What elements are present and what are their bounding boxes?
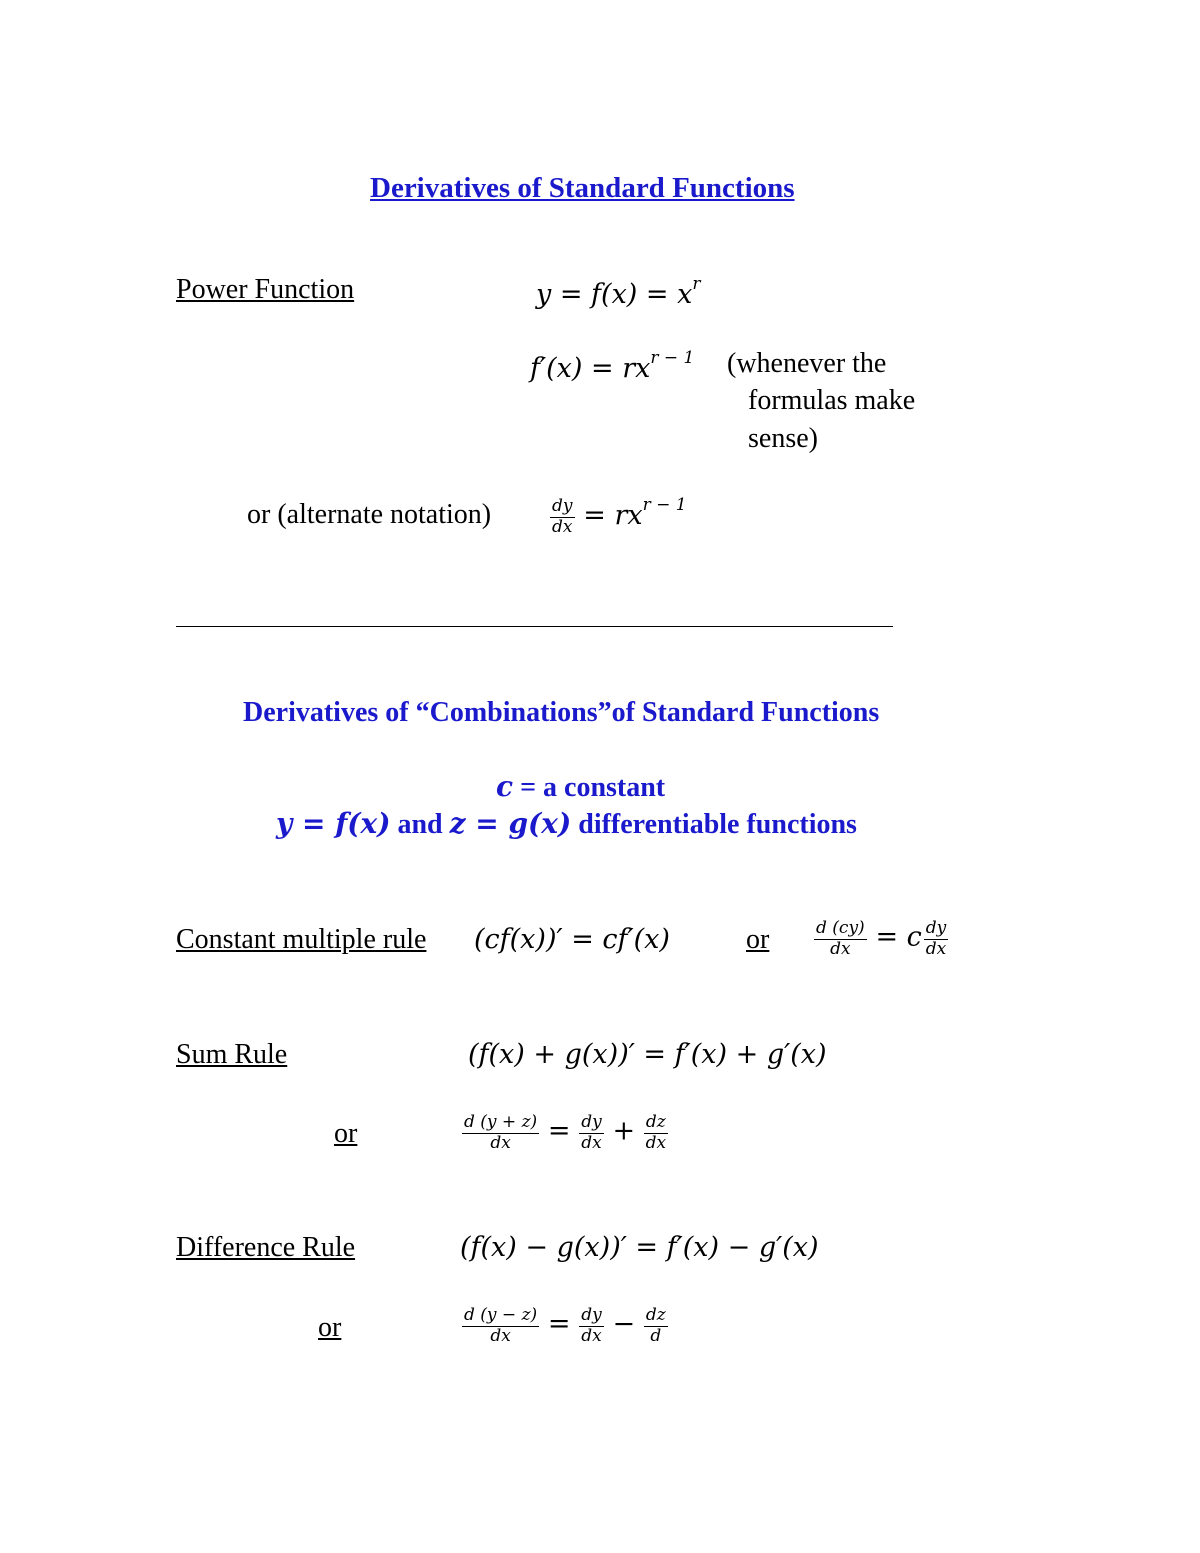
d-y-minus-z-dx-fraction [462,1307,539,1346]
fraction-denominator: dx [645,1132,667,1153]
dz-dx-fraction [644,1114,668,1153]
constant-text: = a constant [520,772,666,803]
dy-dx-fraction [579,1114,604,1153]
fraction-numerator: dy [581,1112,602,1132]
alternate-notation-label [247,501,491,529]
difference-rule-label: Difference Rule [176,1232,356,1263]
fraction-denominator: dx [581,1325,602,1346]
sum-rule-leibniz [460,1114,670,1153]
fraction-denominator: dx [581,1132,602,1153]
fraction-numerator: d (y − z) [464,1305,538,1325]
alternate-paren-text: (alternate notation) [277,499,492,530]
constant-rule-leibniz [812,920,950,959]
functions-definition [276,807,857,840]
power-function-label: Power Function [176,274,355,305]
difference-rule-equation: (f(x) − g(x))′ = f′(x) − g′(x) [460,1232,819,1263]
note-line-3: sense) [748,423,818,454]
fraction-denominator: dx [490,1132,511,1153]
y-equals-f: y = f(x) [276,807,391,840]
note-line-1: (whenever the [727,348,887,379]
equals-c: = c [875,921,922,953]
sum-rule-label: Sum Rule [176,1039,288,1070]
plus-sign: + [612,1115,636,1147]
and-text: and [397,809,443,840]
fraction-numerator: dy [925,918,947,938]
fraction-denominator: dx [925,938,947,959]
z-equals-g: z = g(x) [449,807,572,840]
dz-d-fraction [644,1307,668,1346]
d-y-plus-z-dx-fraction [462,1114,539,1153]
power-function-exponent: r [692,274,701,294]
power-function-base: y = f(x) = x [536,279,693,310]
fraction-numerator: dz [645,1305,666,1325]
section-divider [176,626,893,627]
minus-sign: − [612,1308,636,1340]
differentiable-text: differentiable functions [578,809,857,840]
dy-dx-fraction [579,1307,604,1346]
constant-rule-equation: (cf(x))′ = cf′(x) [474,924,670,955]
section2-title: Derivatives of “Combinations”of Standard Functions [243,697,880,728]
note-line-2: formulas make [748,385,916,416]
fraction-numerator: d (y + z) [464,1112,538,1132]
fraction-denominator: d [650,1325,662,1346]
dy-dx-fraction [924,920,949,959]
fraction-denominator: dx [490,1325,511,1346]
fraction-numerator: d (cy) [816,918,865,938]
constant-rule-or: or [746,924,770,955]
alternate-rhs: = rx [583,500,643,531]
difference-rule-leibniz [460,1307,670,1346]
fraction-numerator: dz [645,1112,666,1132]
equals-sign: = [547,1308,571,1340]
alternate-derivative-equation [548,497,687,537]
fraction-denominator: dx [552,517,573,538]
power-derivative-exponent: r − 1 [650,348,695,368]
fraction-numerator: dy [581,1305,602,1325]
power-derivative-equation [530,350,694,382]
constant-rule-label: Constant multiple rule [176,924,427,955]
sum-rule-equation: (f(x) + g(x))′ = f′(x) + g′(x) [468,1039,827,1070]
equals-sign: = [547,1115,571,1147]
section1-title: Derivatives of Standard Functions [370,172,795,204]
fraction-numerator: dy [552,496,573,517]
d-cy-dx-fraction [814,920,867,959]
power-derivative-base: f′(x) = rx [530,353,651,384]
constant-symbol: c [496,770,514,803]
difference-rule-or: or [318,1312,342,1343]
sum-rule-or: or [334,1118,358,1149]
alternate-or: or [247,499,271,530]
alternate-exponent: r − 1 [642,495,687,515]
constant-definition [496,770,666,803]
fraction-denominator: dx [830,938,851,959]
power-function-equation [536,276,701,308]
dy-dx-fraction [550,498,575,537]
